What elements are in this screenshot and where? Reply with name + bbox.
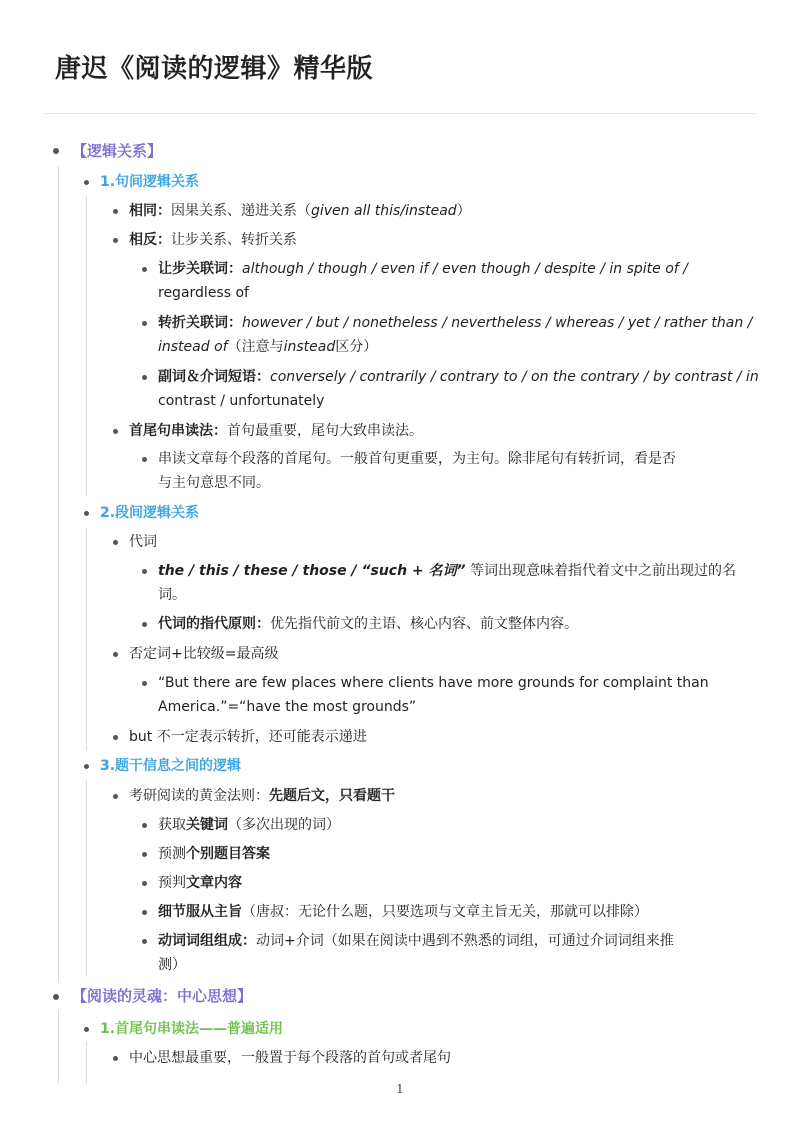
bullet: [84, 1027, 89, 1032]
section-heading-text: 【阅读的灵魂：中心思想】: [72, 987, 253, 1005]
bullet: [142, 681, 147, 686]
bullet: [84, 764, 89, 769]
page-number: 1: [396, 1082, 404, 1096]
item-pronoun-sub-cont: [158, 583, 186, 607]
subheading-headtail: [100, 1017, 283, 1041]
item-predict-answer: [158, 842, 270, 866]
item-italic: conversely / contrarily / contrary to / on the contrary / by contrast / in: [270, 369, 759, 385]
item-text: （注意与: [227, 339, 284, 355]
page-title: 唐迟《阅读的逻辑》精华版: [55, 54, 374, 84]
item-text: （唐叔：无论什么题，只要选项与文章主旨无关，那就可以排除）: [242, 904, 648, 920]
item-bold: 动词词组组成：: [158, 933, 256, 949]
item-text: 因果关系、递进关系（: [171, 203, 311, 219]
item-bold: 个别题目答案: [186, 846, 270, 862]
item-italic: contrast / unfortunately: [158, 393, 325, 409]
item-italic: regardless of: [158, 285, 249, 301]
item-headtail-sub: [158, 447, 676, 471]
bullet: [113, 735, 118, 740]
item-bold: 中心思想最重要，一般置于每个段落的首句或者尾句: [129, 1050, 451, 1066]
item-label: 转折关联词：: [158, 315, 242, 331]
item-text: 动词+介词（如果在阅读中遇到不熟悉的词组，可通过介词词组来推: [256, 933, 674, 949]
subheading-text: 1.句间逻辑关系: [100, 174, 200, 190]
section-heading-text: 【逻辑关系】: [72, 142, 163, 160]
bullet: [84, 180, 89, 185]
item-concession: [158, 257, 688, 281]
indent-guide-l2: [86, 1042, 87, 1084]
item-bold-italic: the / this / these / those / “such + 名词”: [158, 563, 466, 579]
indent-guide-l2: [86, 196, 87, 496]
section-heading-logic: [72, 139, 162, 163]
bullet: [113, 794, 118, 799]
bullet: [142, 823, 147, 828]
bullet: [142, 910, 147, 915]
item-label: 代词的指代原则：: [158, 616, 270, 632]
bullet: [53, 148, 59, 154]
item-italic: instead of: [158, 339, 228, 355]
indent-guide-l1: [58, 166, 59, 982]
item-text: 等词出现意味着指代着文中之前出现过的名: [465, 563, 737, 579]
item-italic: however / but / nonetheless / nevertheless / whereas / yet / rather than /: [242, 315, 753, 331]
item-contrast-cont: [158, 335, 377, 359]
item-italic: instead: [283, 339, 336, 355]
bullet: [113, 1056, 118, 1061]
item-verb-phrase-cont: [158, 953, 186, 977]
item-italic: “But there are few places where clients have more grounds for complaint than: [158, 675, 709, 691]
item-label: 相同：: [129, 203, 171, 219]
indent-guide-l1: [58, 1010, 59, 1084]
item-pronoun: [129, 530, 157, 554]
item-label: 让步关联词：: [158, 261, 242, 277]
bullet: [113, 540, 118, 545]
item-concession-cont: [158, 281, 249, 305]
indent-guide-l2: [86, 780, 87, 976]
item-keywords: [158, 813, 340, 837]
subheading-text: 2.段间逻辑关系: [100, 505, 200, 521]
item-text: 考研阅读的黄金法则：: [129, 788, 269, 804]
bullet: [142, 569, 147, 574]
item-label: 代词: [129, 534, 157, 550]
subheading-question-logic: [100, 754, 241, 778]
bullet: [142, 267, 147, 272]
item-same: [129, 199, 471, 223]
item-text: 预测: [158, 846, 186, 862]
title-divider: [44, 113, 756, 114]
item-label: 副词＆介词短语：: [158, 369, 270, 385]
item-text: 让步关系、转折关系: [171, 232, 297, 248]
bullet: [84, 511, 89, 516]
item-text: 串读文章每个段落的首尾句。一般首句更重要，为主句。除非尾句有转折词，看是否: [158, 451, 676, 467]
item-adverb: [158, 365, 759, 389]
item-label: 首尾句串读法：: [129, 423, 227, 439]
item-text: 预判: [158, 875, 186, 891]
item-text: 词。: [158, 587, 186, 603]
item-principle: [158, 612, 578, 636]
item-text: 优先指代前文的主语、核心内容、前文整体内容。: [270, 616, 578, 632]
bullet: [53, 994, 59, 1000]
item-opposite: [129, 228, 297, 252]
item-negation-quote-cont: [158, 695, 416, 719]
item-text: （多次出现的词）: [228, 817, 340, 833]
item-central-idea: [129, 1046, 451, 1070]
item-text: 获取: [158, 817, 186, 833]
bullet: [113, 429, 118, 434]
item-label: 否定词+比较级=最高级: [129, 646, 279, 662]
item-italic: America.”=“have the most grounds”: [158, 699, 417, 715]
subheading-text: 3.题干信息之间的逻辑: [100, 758, 242, 774]
item-headtail: [129, 419, 423, 443]
subheading-sentence-logic: [100, 170, 199, 194]
bullet: [113, 652, 118, 657]
bullet: [113, 238, 118, 243]
item-text: 首句最重要，尾句大致串读法。: [227, 423, 423, 439]
item-golden-rule: [129, 784, 395, 808]
bullet: [142, 852, 147, 857]
item-detail-theme: [158, 900, 648, 924]
item-bold: 细节服从主旨: [158, 904, 242, 920]
bullet: [142, 939, 147, 944]
bullet: [142, 881, 147, 886]
bullet: [142, 375, 147, 380]
item-text: 测）: [158, 957, 186, 973]
bullet: [142, 457, 147, 462]
item-contrast: [158, 311, 752, 335]
item-text: 区分）: [335, 339, 378, 355]
item-headtail-sub-cont: [158, 471, 270, 495]
item-adverb-cont: [158, 389, 324, 413]
item-text: 与主句意思不同。: [158, 475, 270, 491]
item-negation: [129, 642, 278, 666]
indent-guide-l2: [86, 528, 87, 750]
bullet: [113, 209, 118, 214]
bullet: [142, 321, 147, 326]
item-bold: 先题后文，只看题干: [269, 788, 395, 804]
item-text: ）: [456, 203, 471, 219]
item-negation-quote: [158, 671, 709, 695]
bullet: [142, 622, 147, 627]
item-pronoun-sub: [158, 559, 736, 583]
item-verb-phrase: [158, 929, 674, 953]
item-label: but 不一定表示转折，还可能表示递进: [129, 729, 367, 745]
subheading-paragraph-logic: [100, 501, 199, 525]
section-heading-soul: [72, 984, 252, 1008]
item-but: [129, 725, 367, 749]
item-bold: 文章内容: [186, 875, 242, 891]
item-bold: 关键词: [186, 817, 228, 833]
item-predict-content: [158, 871, 242, 895]
item-italic: given all this/instead: [311, 203, 457, 219]
item-italic: although / though / even if / even though / despite / in spite of /: [242, 261, 688, 277]
subheading-text: 1.首尾句串读法——普遍适用: [100, 1021, 284, 1037]
item-label: 相反：: [129, 232, 171, 248]
